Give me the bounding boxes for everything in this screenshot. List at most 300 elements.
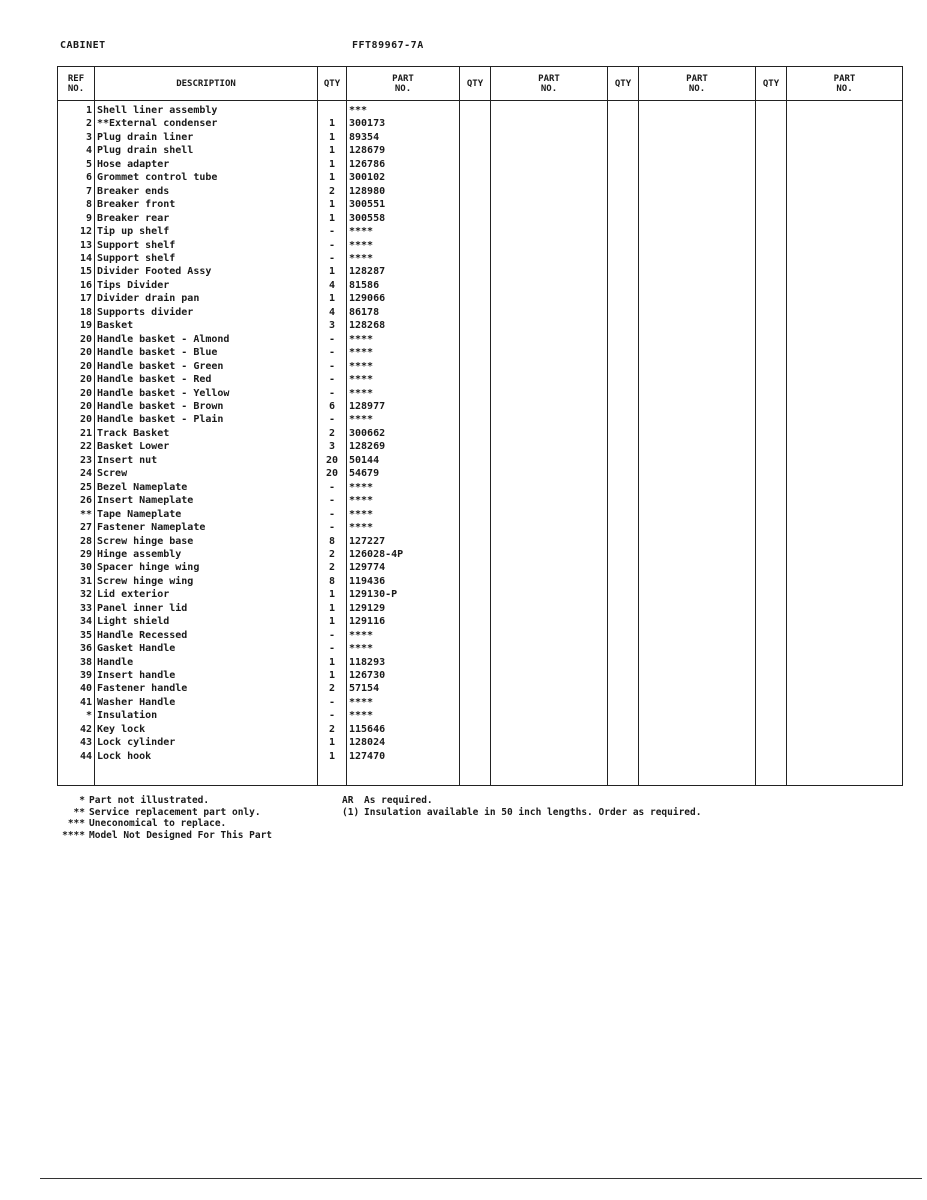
ref-cell: 13	[58, 239, 95, 252]
table-row	[58, 535, 903, 548]
empty-qty-cell	[608, 535, 639, 548]
empty-part-cell	[491, 535, 608, 548]
empty-part-cell	[639, 346, 756, 359]
empty-part-cell	[491, 561, 608, 574]
empty-qty-cell	[460, 669, 491, 682]
part-number-cell: ****	[347, 494, 460, 507]
part-number-cell: 128287	[347, 265, 460, 278]
empty-part-cell	[787, 588, 903, 601]
empty-part-cell	[491, 548, 608, 561]
ref-cell: 6	[58, 171, 95, 184]
model-number: FFT89967-7A	[352, 40, 424, 51]
description-cell: Tape Nameplate	[95, 508, 318, 521]
description-cell: Handle basket - Plain	[95, 413, 318, 426]
table-row	[58, 239, 903, 252]
ref-cell: 15	[58, 265, 95, 278]
empty-qty-cell	[460, 360, 491, 373]
part-number-cell: ****	[347, 346, 460, 359]
col-header-description-label: DESCRIPTION	[176, 78, 236, 89]
empty-qty-cell	[756, 158, 787, 171]
empty-qty-cell	[608, 158, 639, 171]
part-number-cell: 128980	[347, 185, 460, 198]
empty-qty-cell	[756, 333, 787, 346]
empty-part-cell	[491, 413, 608, 426]
empty-part-cell	[491, 682, 608, 695]
empty-part-cell	[787, 144, 903, 157]
empty-part-cell	[787, 279, 903, 292]
empty-qty-cell	[460, 117, 491, 130]
empty-qty-cell	[608, 588, 639, 601]
ref-cell: 24	[58, 467, 95, 480]
empty-part-cell	[787, 360, 903, 373]
ref-cell: 18	[58, 306, 95, 319]
col-header-part	[491, 67, 608, 101]
empty-part-cell	[491, 387, 608, 400]
description-cell: Handle	[95, 656, 318, 669]
table-row	[58, 682, 903, 695]
empty-part-cell	[787, 548, 903, 561]
empty-part-cell	[491, 306, 608, 319]
footnote-symbol: (1)	[342, 806, 360, 818]
empty-part-cell	[491, 158, 608, 171]
empty-part-cell	[787, 333, 903, 346]
empty-part-cell	[491, 427, 608, 440]
part-number-cell: 129066	[347, 292, 460, 305]
description-cell: Handle basket - Green	[95, 360, 318, 373]
description-cell: Insert nut	[95, 454, 318, 467]
ref-cell: 7	[58, 185, 95, 198]
empty-part-cell	[639, 252, 756, 265]
empty-qty-cell	[756, 413, 787, 426]
empty-qty-cell	[460, 265, 491, 278]
empty-qty-cell	[608, 360, 639, 373]
empty-part-cell	[639, 292, 756, 305]
part-number-cell: ****	[347, 508, 460, 521]
description-cell: Divider Footed Assy	[95, 265, 318, 278]
empty-qty-cell	[460, 239, 491, 252]
col-header-part-label: PART NO.	[538, 73, 560, 94]
empty-part-cell	[639, 360, 756, 373]
empty-qty-cell	[608, 709, 639, 722]
table-row	[58, 575, 903, 588]
qty-cell: 2	[318, 185, 347, 198]
ref-cell: 30	[58, 561, 95, 574]
empty-part-cell	[639, 427, 756, 440]
qty-cell: 1	[318, 736, 347, 749]
table-row	[58, 548, 903, 561]
table-row	[58, 427, 903, 440]
empty-qty-cell	[460, 158, 491, 171]
empty-part-cell	[787, 117, 903, 130]
empty-part-cell	[787, 575, 903, 588]
table-row	[58, 750, 903, 763]
empty-part-cell	[787, 306, 903, 319]
empty-part-cell	[787, 265, 903, 278]
footnote-text: Uneconomical to replace.	[89, 818, 227, 829]
empty-qty-cell	[756, 723, 787, 736]
empty-part-cell	[639, 185, 756, 198]
parts-table	[57, 66, 903, 786]
ref-cell: 27	[58, 521, 95, 534]
empty-part-cell	[491, 602, 608, 615]
empty-part-cell	[491, 292, 608, 305]
empty-part-cell	[491, 494, 608, 507]
ref-cell: 1	[58, 101, 95, 118]
empty-part-cell	[787, 629, 903, 642]
empty-qty-cell	[460, 696, 491, 709]
qty-cell: -	[318, 521, 347, 534]
empty-part-cell	[491, 333, 608, 346]
empty-qty-cell	[460, 588, 491, 601]
empty-part-cell	[639, 656, 756, 669]
part-number-cell: 127470	[347, 750, 460, 763]
empty-qty-cell	[756, 400, 787, 413]
empty-part-cell	[491, 709, 608, 722]
empty-part-cell	[491, 212, 608, 225]
description-cell: Handle basket - Red	[95, 373, 318, 386]
qty-cell: 2	[318, 561, 347, 574]
empty-qty-cell	[460, 144, 491, 157]
empty-part-cell	[491, 225, 608, 238]
table-row	[58, 440, 903, 453]
empty-qty-cell	[460, 198, 491, 211]
empty-qty-cell	[608, 292, 639, 305]
table-row	[58, 602, 903, 615]
table-row	[58, 101, 903, 118]
empty-part-cell	[491, 575, 608, 588]
qty-cell: 1	[318, 265, 347, 278]
empty-part-cell	[491, 101, 608, 118]
empty-qty-cell	[756, 656, 787, 669]
footnote-symbol: *	[79, 795, 85, 806]
empty-qty-cell	[460, 346, 491, 359]
empty-qty-cell	[608, 225, 639, 238]
qty-cell: 1	[318, 158, 347, 171]
col-header-qty-label: QTY	[614, 78, 632, 89]
empty-part-cell	[639, 575, 756, 588]
qty-cell: 1	[318, 212, 347, 225]
table-row	[58, 629, 903, 642]
empty-part-cell	[491, 615, 608, 628]
qty-cell: -	[318, 413, 347, 426]
qty-cell: -	[318, 629, 347, 642]
part-number-cell: 300102	[347, 171, 460, 184]
empty-cell	[95, 763, 318, 786]
description-cell: Hose adapter	[95, 158, 318, 171]
description-cell: Insulation	[95, 709, 318, 722]
description-cell: Bezel Nameplate	[95, 481, 318, 494]
empty-qty-cell	[608, 101, 639, 118]
empty-part-cell	[787, 158, 903, 171]
empty-part-cell	[639, 588, 756, 601]
qty-cell: 3	[318, 440, 347, 453]
table-row	[58, 736, 903, 749]
empty-qty-cell	[756, 319, 787, 332]
part-number-cell: 128679	[347, 144, 460, 157]
description-cell: Breaker front	[95, 198, 318, 211]
empty-qty-cell	[608, 467, 639, 480]
description-cell: Fastener Nameplate	[95, 521, 318, 534]
part-number-cell: ****	[347, 629, 460, 642]
table-row	[58, 265, 903, 278]
part-number-cell: 118293	[347, 656, 460, 669]
part-number-cell: ****	[347, 521, 460, 534]
empty-qty-cell	[608, 723, 639, 736]
empty-part-cell	[639, 373, 756, 386]
qty-cell: 1	[318, 198, 347, 211]
empty-part-cell	[787, 239, 903, 252]
empty-part-cell	[639, 279, 756, 292]
empty-part-cell	[787, 709, 903, 722]
empty-part-cell	[787, 292, 903, 305]
empty-qty-cell	[608, 629, 639, 642]
part-number-cell: ****	[347, 360, 460, 373]
empty-part-cell	[491, 723, 608, 736]
part-number-cell: 300662	[347, 427, 460, 440]
empty-qty-cell	[460, 252, 491, 265]
empty-part-cell	[787, 508, 903, 521]
qty-cell: 1	[318, 292, 347, 305]
ref-cell: 17	[58, 292, 95, 305]
empty-qty-cell	[756, 144, 787, 157]
table-row	[58, 292, 903, 305]
empty-qty-cell	[756, 629, 787, 642]
empty-part-cell	[639, 413, 756, 426]
empty-qty-cell	[608, 185, 639, 198]
empty-part-cell	[787, 494, 903, 507]
qty-cell: 1	[318, 750, 347, 763]
empty-qty-cell	[608, 736, 639, 749]
empty-part-cell	[787, 467, 903, 480]
table-row	[58, 615, 903, 628]
empty-qty-cell	[756, 481, 787, 494]
part-number-cell: 54679	[347, 467, 460, 480]
part-number-cell: 89354	[347, 131, 460, 144]
empty-part-cell	[491, 481, 608, 494]
empty-qty-cell	[756, 508, 787, 521]
table-row	[58, 319, 903, 332]
part-number-cell: 129129	[347, 602, 460, 615]
col-header-qty	[318, 67, 347, 101]
empty-qty-cell	[608, 373, 639, 386]
col-header-qty-label: QTY	[323, 78, 341, 89]
empty-qty-cell	[460, 521, 491, 534]
part-number-cell: 81586	[347, 279, 460, 292]
empty-part-cell	[639, 198, 756, 211]
empty-part-cell	[491, 346, 608, 359]
empty-part-cell	[491, 185, 608, 198]
ref-cell: 33	[58, 602, 95, 615]
empty-qty-cell	[608, 481, 639, 494]
description-cell: Insert handle	[95, 669, 318, 682]
empty-part-cell	[787, 171, 903, 184]
qty-cell	[318, 101, 347, 118]
table-row	[58, 481, 903, 494]
empty-qty-cell	[608, 615, 639, 628]
qty-cell: 2	[318, 682, 347, 695]
empty-qty-cell	[460, 750, 491, 763]
description-cell: Spacer hinge wing	[95, 561, 318, 574]
empty-part-cell	[639, 225, 756, 238]
empty-part-cell	[639, 615, 756, 628]
empty-cell	[318, 763, 347, 786]
qty-cell: 1	[318, 602, 347, 615]
empty-qty-cell	[460, 736, 491, 749]
ref-cell: 4	[58, 144, 95, 157]
empty-qty-cell	[460, 185, 491, 198]
table-row	[58, 709, 903, 722]
empty-qty-cell	[756, 171, 787, 184]
empty-part-cell	[491, 521, 608, 534]
ref-cell: 39	[58, 669, 95, 682]
description-cell: Basket	[95, 319, 318, 332]
empty-part-cell	[491, 736, 608, 749]
empty-part-cell	[787, 346, 903, 359]
ref-cell: 16	[58, 279, 95, 292]
empty-qty-cell	[756, 131, 787, 144]
empty-qty-cell	[608, 682, 639, 695]
empty-qty-cell	[608, 306, 639, 319]
empty-qty-cell	[460, 427, 491, 440]
qty-cell: 20	[318, 467, 347, 480]
ref-cell: 20	[58, 400, 95, 413]
description-cell: Track Basket	[95, 427, 318, 440]
empty-qty-cell	[608, 171, 639, 184]
description-cell: Panel inner lid	[95, 602, 318, 615]
ref-cell: 31	[58, 575, 95, 588]
ref-cell: **	[58, 508, 95, 521]
ref-cell: 43	[58, 736, 95, 749]
empty-part-cell	[787, 131, 903, 144]
empty-qty-cell	[460, 279, 491, 292]
empty-part-cell	[787, 682, 903, 695]
empty-part-cell	[491, 454, 608, 467]
empty-qty-cell	[608, 508, 639, 521]
description-cell: Support shelf	[95, 252, 318, 265]
qty-cell: 2	[318, 427, 347, 440]
empty-part-cell	[491, 360, 608, 373]
table-row	[58, 561, 903, 574]
empty-qty-cell	[460, 373, 491, 386]
empty-part-cell	[491, 198, 608, 211]
empty-part-cell	[787, 101, 903, 118]
empty-qty-cell	[756, 682, 787, 695]
description-cell: Washer Handle	[95, 696, 318, 709]
ref-cell: 40	[58, 682, 95, 695]
ref-cell: 23	[58, 454, 95, 467]
empty-part-cell	[639, 454, 756, 467]
ref-cell: 44	[58, 750, 95, 763]
qty-cell: -	[318, 696, 347, 709]
table-row	[58, 131, 903, 144]
qty-cell: 4	[318, 306, 347, 319]
empty-qty-cell	[756, 225, 787, 238]
empty-part-cell	[639, 306, 756, 319]
empty-part-cell	[787, 185, 903, 198]
empty-cell	[756, 763, 787, 786]
empty-qty-cell	[756, 346, 787, 359]
empty-qty-cell	[756, 602, 787, 615]
empty-qty-cell	[608, 387, 639, 400]
empty-part-cell	[639, 319, 756, 332]
description-cell: Basket Lower	[95, 440, 318, 453]
empty-qty-cell	[756, 117, 787, 130]
qty-cell: -	[318, 494, 347, 507]
footnote-text: Model Not Designed For This Part	[89, 829, 273, 841]
qty-cell: 2	[318, 723, 347, 736]
qty-cell: 6	[318, 400, 347, 413]
ref-cell: 41	[58, 696, 95, 709]
empty-part-cell	[639, 467, 756, 480]
empty-qty-cell	[460, 642, 491, 655]
empty-part-cell	[491, 656, 608, 669]
table-row	[58, 360, 903, 373]
empty-qty-cell	[460, 656, 491, 669]
col-header-part-label: PART NO.	[686, 73, 708, 94]
footnote	[55, 818, 335, 830]
empty-qty-cell	[608, 440, 639, 453]
part-number-cell: 127227	[347, 535, 460, 548]
empty-part-cell	[491, 319, 608, 332]
ref-cell: 32	[58, 588, 95, 601]
col-header-description	[95, 67, 318, 101]
footnote-symbol: **	[73, 806, 85, 818]
table-row	[58, 373, 903, 386]
empty-qty-cell	[608, 252, 639, 265]
part-number-cell: 50144	[347, 454, 460, 467]
table-row	[58, 198, 903, 211]
description-cell: Supports divider	[95, 306, 318, 319]
empty-qty-cell	[608, 265, 639, 278]
empty-qty-cell	[756, 252, 787, 265]
empty-cell	[491, 763, 608, 786]
table-row	[58, 521, 903, 534]
ref-cell: 22	[58, 440, 95, 453]
empty-part-cell	[639, 117, 756, 130]
table-row	[58, 467, 903, 480]
part-number-cell: 128977	[347, 400, 460, 413]
part-number-cell: 300551	[347, 198, 460, 211]
part-number-cell: 128268	[347, 319, 460, 332]
footnote	[55, 830, 335, 842]
empty-part-cell	[787, 535, 903, 548]
empty-part-cell	[639, 400, 756, 413]
empty-qty-cell	[608, 521, 639, 534]
footnote	[342, 795, 902, 807]
empty-qty-cell	[608, 561, 639, 574]
empty-part-cell	[639, 144, 756, 157]
empty-qty-cell	[460, 131, 491, 144]
empty-part-cell	[491, 642, 608, 655]
empty-qty-cell	[608, 400, 639, 413]
part-number-cell: 126786	[347, 158, 460, 171]
part-number-cell: 300558	[347, 212, 460, 225]
ref-cell: 12	[58, 225, 95, 238]
empty-qty-cell	[608, 750, 639, 763]
qty-cell: 1	[318, 656, 347, 669]
empty-qty-cell	[756, 373, 787, 386]
table-row	[58, 212, 903, 225]
empty-qty-cell	[756, 454, 787, 467]
empty-qty-cell	[608, 333, 639, 346]
empty-qty-cell	[608, 346, 639, 359]
empty-part-cell	[787, 413, 903, 426]
ref-cell: 2	[58, 117, 95, 130]
empty-part-cell	[491, 629, 608, 642]
empty-qty-cell	[460, 454, 491, 467]
empty-part-cell	[491, 696, 608, 709]
section-title: CABINET	[60, 40, 106, 51]
